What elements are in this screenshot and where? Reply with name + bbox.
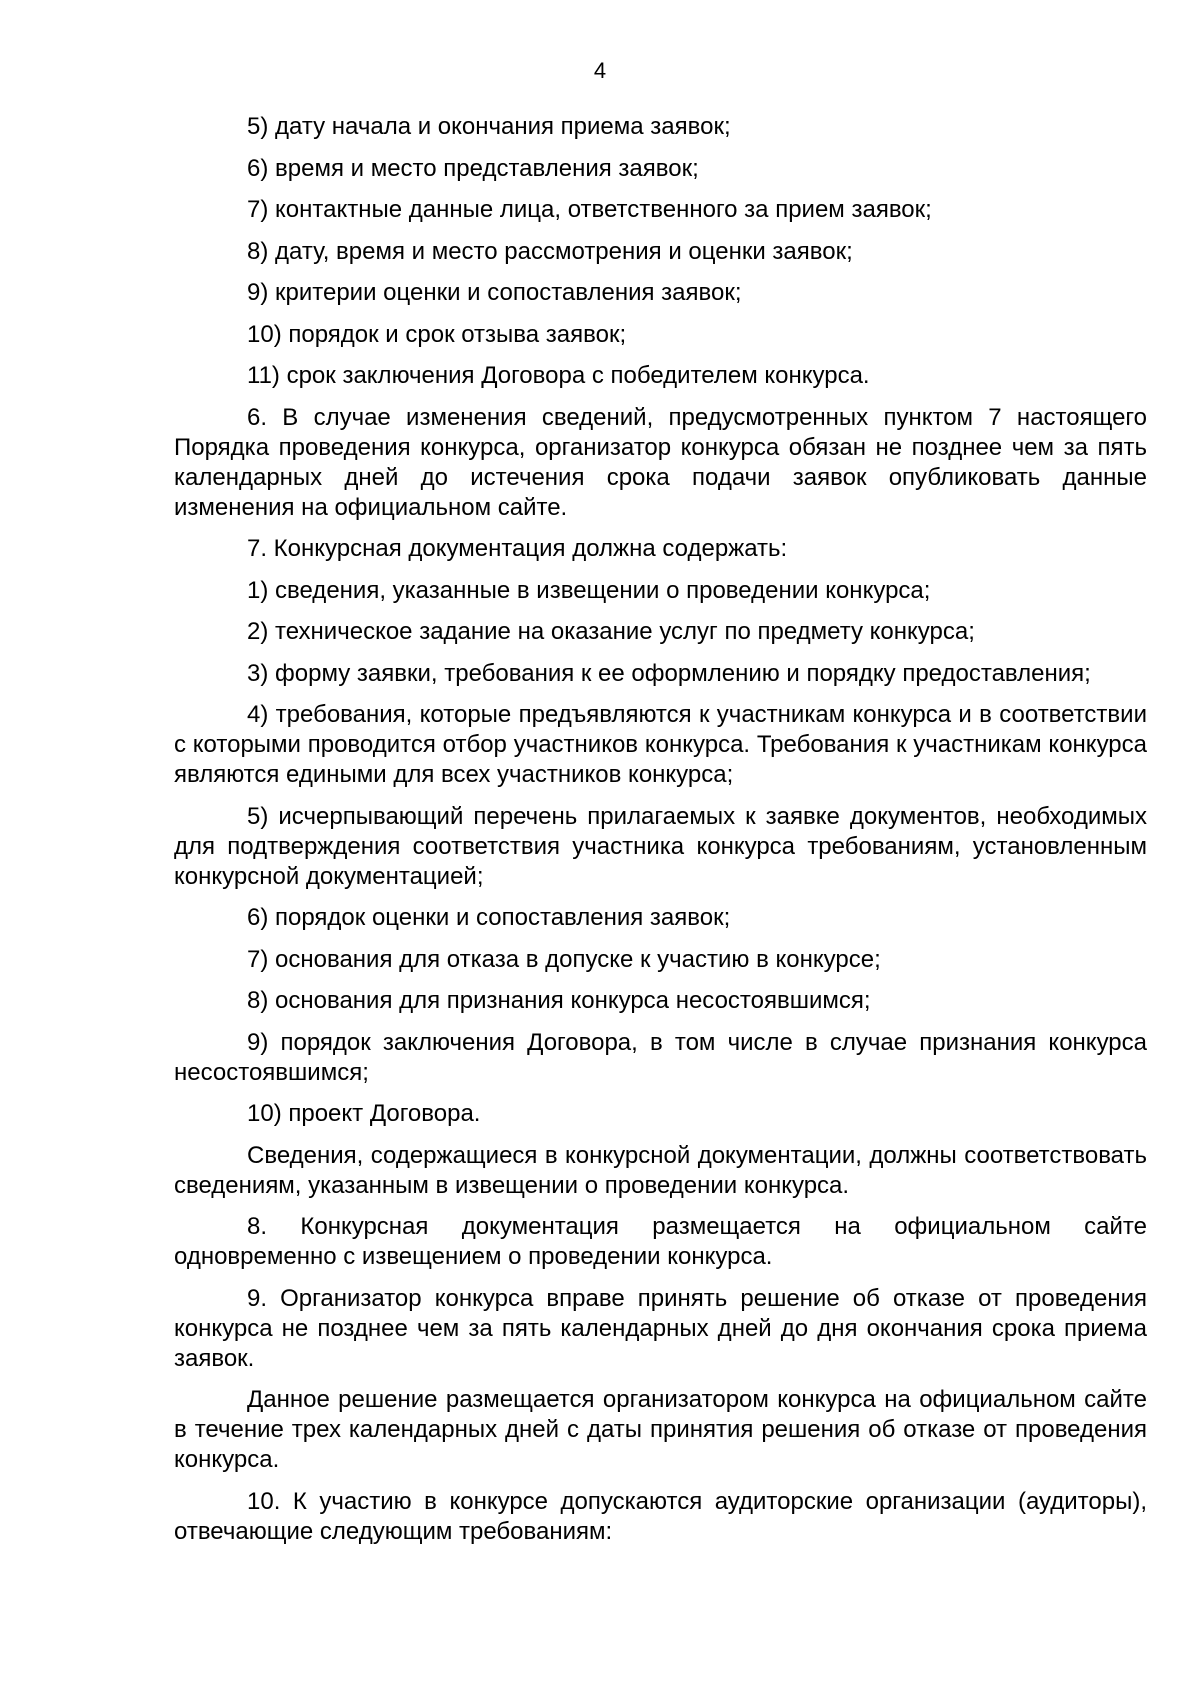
doc-item-notice-info: 1) сведения, указанные в извещении о проведении конкурса;	[247, 576, 931, 604]
clause-7-documentation: 7. Конкурсная документация должна содержать:	[247, 535, 788, 562]
list-item-review-date-place: 8) дату, время и место рассмотрения и оценки заявок;	[247, 237, 853, 265]
list-item-contract-term: 11) срок заключения Договора с победителем конкурса.	[247, 362, 870, 389]
doc-item-participant-requirements: 4) требования, которые предъявляются к участникам конкурса и в соответствии с которыми проводится отбор участников конкурса. Требования к участникам конкурса являются едиными для всех участников конкурса;	[174, 701, 1147, 788]
cancellation-publication-note: Данное решение размещается организатором конкурса на официальном сайте в течение трех календарных дней с даты принятия решения об отказе от проведения конкурса.	[174, 1386, 1147, 1473]
list-item-contact-details: 7) контактные данные лица, ответственного за прием заявок;	[247, 196, 932, 223]
clause-8-publication: 8. Конкурсная документация размещается на официальном сайте одновременно с извещением о проведении конкурса.	[174, 1213, 1147, 1270]
document-body	[174, 112, 1147, 1558]
doc-item-required-documents: 5) исчерпывающий перечень прилагаемых к заявке документов, необходимых для подтверждения соответствия участника конкурса требованиям, установленным конкурсной документацией;	[174, 802, 1147, 890]
doc-item-evaluation-procedure: 6) порядок оценки и сопоставления заявок;	[247, 904, 731, 931]
clause-6-changes: 6. В случае изменения сведений, предусмотренных пунктом 7 настоящего Порядка проведения конкурса, организатор конкурса обязан не позднее чем за пять календарных дней до истечения срока подачи заявок опубликовать данные изменения на официальном сайте.	[174, 403, 1147, 521]
clause-10-admission: 10. К участию в конкурсе допускаются аудиторские организации (аудиторы), отвечающие следующим требованиям:	[174, 1487, 1147, 1545]
list-item-withdrawal-procedure: 10) порядок и срок отзыва заявок;	[247, 320, 627, 348]
doc-item-draft-contract: 10) проект Договора.	[247, 1100, 481, 1127]
doc-item-application-form: 3) форму заявки, требования к ее оформлению и порядку предоставления;	[247, 659, 1091, 687]
list-item-contest-start-end-date: 5) дату начала и окончания приема заявок;	[247, 113, 731, 140]
doc-item-failure-grounds: 8) основания для признания конкурса несостоявшимся;	[247, 987, 871, 1014]
doc-item-rejection-grounds: 7) основания для отказа в допуске к участию в конкурсе;	[247, 945, 881, 973]
clause-9-cancellation: 9. Организатор конкурса вправе принять решение об отказе от проведения конкурса не позднее чем за пять календарных дней до дня окончания срока приема заявок.	[174, 1284, 1147, 1372]
documentation-consistency-note: Сведения, содержащиеся в конкурсной документации, должны соответствовать сведениям, указанным в извещении о проведении конкурса.	[174, 1141, 1147, 1199]
page-number: 4	[593, 58, 607, 83]
doc-item-technical-task: 2) техническое задание на оказание услуг по предмету конкурса;	[247, 618, 975, 645]
list-item-application-time-place: 6) время и место представления заявок;	[247, 154, 699, 182]
list-item-evaluation-criteria: 9) критерии оценки и сопоставления заявок;	[247, 279, 742, 306]
doc-item-contract-procedure: 9) порядок заключения Договора, в том числе в случае признания конкурса несостоявшимся;	[174, 1028, 1147, 1086]
